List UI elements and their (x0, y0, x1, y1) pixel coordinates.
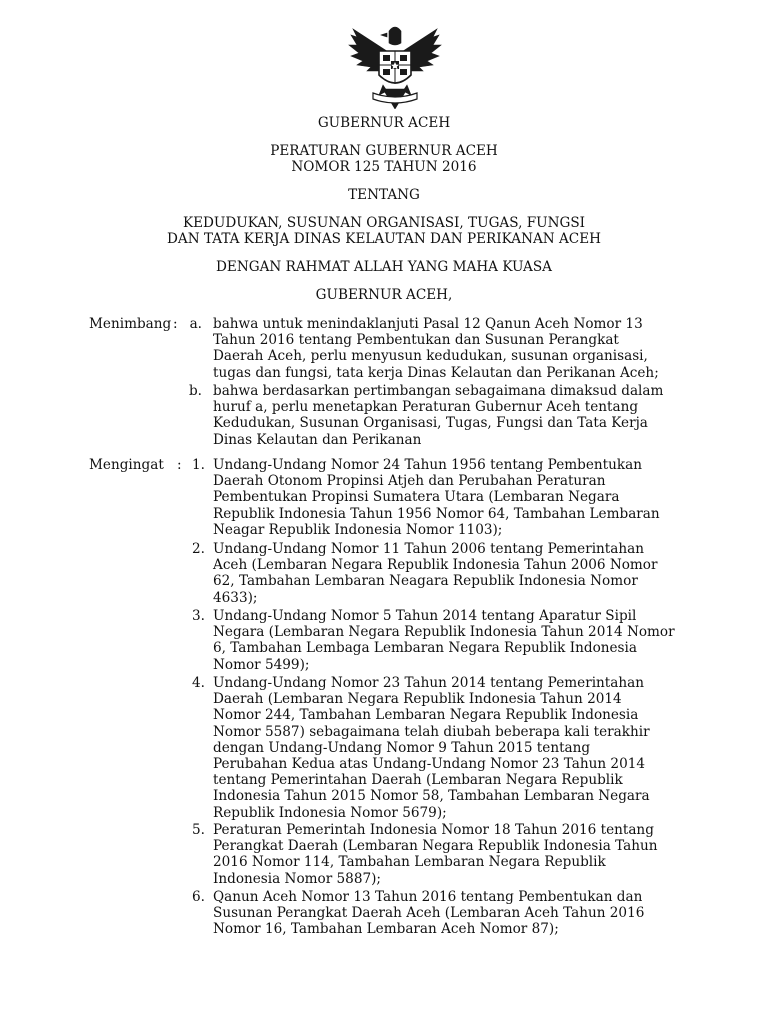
section-label-text: Mengingat (89, 457, 164, 473)
para-line: Tahun 2016 tentang Pembentukan dan Susunan Perangkat (213, 332, 619, 349)
blessing-line: DENGAN RAHMAT ALLAH YANG MAHA KUASA (216, 259, 552, 275)
mengingat-colon: : (177, 457, 182, 473)
para-line: Susunan Perangkat Daerah Aceh (Lembaran Aceh Tahun 2016 (213, 905, 645, 922)
para-line: Indonesia Tahun 2015 Nomor 58, Tambahan Lembaran Negara (213, 788, 650, 805)
mengingat-marker-2: 2. (192, 541, 205, 557)
about-heading: TENTANG (348, 187, 420, 203)
section-label-text: Menimbang (89, 316, 172, 332)
menimbang-marker-a: a. (189, 316, 202, 332)
garuda-pancasila-emblem-icon (343, 23, 447, 109)
para-line: Dinas Kelautan dan Perikanan (213, 431, 422, 448)
authority-heading: GUBERNUR ACEH (317, 115, 451, 131)
regulation-title: PERATURAN GUBERNUR ACEH (270, 143, 498, 159)
mengingat-item-2 (213, 541, 702, 606)
mengingat-marker-4: 4. (192, 675, 205, 691)
para-line: Undang-Undang Nomor 23 Tahun 2014 tentang Pemerintahan (213, 675, 644, 691)
para-line: Nomor 16, Tambahan Lembaran Aceh Nomor 87); (213, 921, 559, 938)
para-line: Indonesia Nomor 5887); (213, 870, 382, 887)
para-line: Undang-Undang Nomor 11 Tahun 2006 tentang Pemerintahan (213, 541, 644, 557)
para-line: Nomor 5587) sebagaimana telah diubah beberapa kali terakhir (213, 723, 650, 740)
para-line: Aceh (Lembaran Negara Republik Indonesia Tahun 2006 Nomor (213, 557, 658, 574)
mengingat-item-5 (213, 822, 702, 887)
para-line: 4633); (213, 589, 258, 606)
menimbang-item-b (213, 383, 702, 448)
mengingat-item-6 (213, 889, 702, 938)
para-line: Qanun Aceh Nomor 13 Tahun 2016 tentang Pembentukan dan (213, 889, 643, 905)
menimbang-marker-b: b. (188, 383, 202, 399)
para-line: Negara (Lembaran Negara Republik Indonesia Tahun 2014 Nomor (213, 624, 675, 641)
mengingat-item-3 (213, 608, 702, 673)
para-line: Peraturan Pemerintah Indonesia Nomor 18 Tahun 2016 tentang (213, 822, 654, 838)
para-line: Kedudukan, Susunan Organisasi, Tugas, Fungsi dan Tata Kerja (213, 415, 648, 432)
subject-line-2: DAN TATA KERJA DINAS KELAUTAN DAN PERIKANAN ACEH (167, 231, 601, 247)
regulation-number: NOMOR 125 TAHUN 2016 (291, 159, 477, 175)
para-line: 2016 Nomor 114, Tambahan Lembaran Negara Republik (213, 854, 606, 871)
para-line: Daerah (Lembaran Negara Republik Indonesia Tahun 2014 (213, 691, 622, 708)
para-line: Republik Indonesia Nomor 5679); (213, 804, 447, 821)
mengingat-item-1 (213, 457, 702, 538)
para-line: Daerah Aceh, perlu menyusun kedudukan, susunan organisasi, (213, 348, 648, 365)
para-line: Neagar Republik Indonesia Nomor 1103); (213, 521, 503, 538)
signatory-line: GUBERNUR ACEH, (315, 287, 453, 303)
para-line: dengan Undang-Undang Nomor 9 Tahun 2015 tentang (213, 739, 591, 756)
para-line: Pembentukan Propinsi Sumatera Utara (Lembaran Negara (213, 489, 620, 506)
para-line: Undang-Undang Nomor 24 Tahun 1956 tentang Pembentukan (213, 457, 642, 473)
para-line: bahwa untuk menindaklanjuti Pasal 12 Qanun Aceh Nomor 13 (213, 316, 643, 332)
para-line: huruf a, perlu menetapkan Peraturan Gubernur Aceh tentang (213, 399, 639, 416)
para-line: 62, Tambahan Lembaran Neagara Republik Indonesia Nomor (213, 573, 638, 590)
mengingat-marker-3: 3. (192, 608, 205, 624)
menimbang-item-a (213, 316, 702, 381)
para-line: Undang-Undang Nomor 5 Tahun 2014 tentang Aparatur Sipil (213, 608, 637, 624)
para-line: Daerah Otonom Propinsi Atjeh dan Perubahan Peraturan (213, 473, 606, 490)
para-line: tentang Pemerintahan Daerah (Lembaran Negara Republik (213, 772, 623, 789)
para-line: Republik Indonesia Tahun 1956 Nomor 64, Tambahan Lembaran (213, 505, 660, 522)
menimbang-label (89, 316, 171, 332)
para-line: bahwa berdasarkan pertimbangan sebagaimana dimaksud dalam (213, 383, 664, 399)
menimbang-colon: : (173, 316, 178, 332)
para-line: Perubahan Kedua atas Undang-Undang Nomor 23 Tahun 2014 (213, 756, 646, 773)
mengingat-marker-6: 6. (192, 889, 205, 905)
mengingat-marker-1: 1. (192, 457, 205, 473)
para-line: Nomor 244, Tambahan Lembaran Negara Republik Indonesia (213, 707, 639, 724)
para-line: 6, Tambahan Lembaga Lembaran Negara Republik Indonesia (213, 640, 637, 657)
mengingat-marker-5: 5. (192, 822, 205, 838)
subject-line-1: KEDUDUKAN, SUSUNAN ORGANISASI, TUGAS, FUNGSI (182, 215, 586, 231)
para-line: Perangkat Daerah (Lembaran Negara Republik Indonesia Tahun (213, 838, 658, 855)
para-line: tugas dan fungsi, tata kerja Dinas Kelautan dan Perikanan Aceh; (213, 364, 659, 381)
para-line: Nomor 5499); (213, 656, 310, 673)
mengingat-item-4 (213, 675, 702, 821)
mengingat-label (89, 457, 164, 473)
